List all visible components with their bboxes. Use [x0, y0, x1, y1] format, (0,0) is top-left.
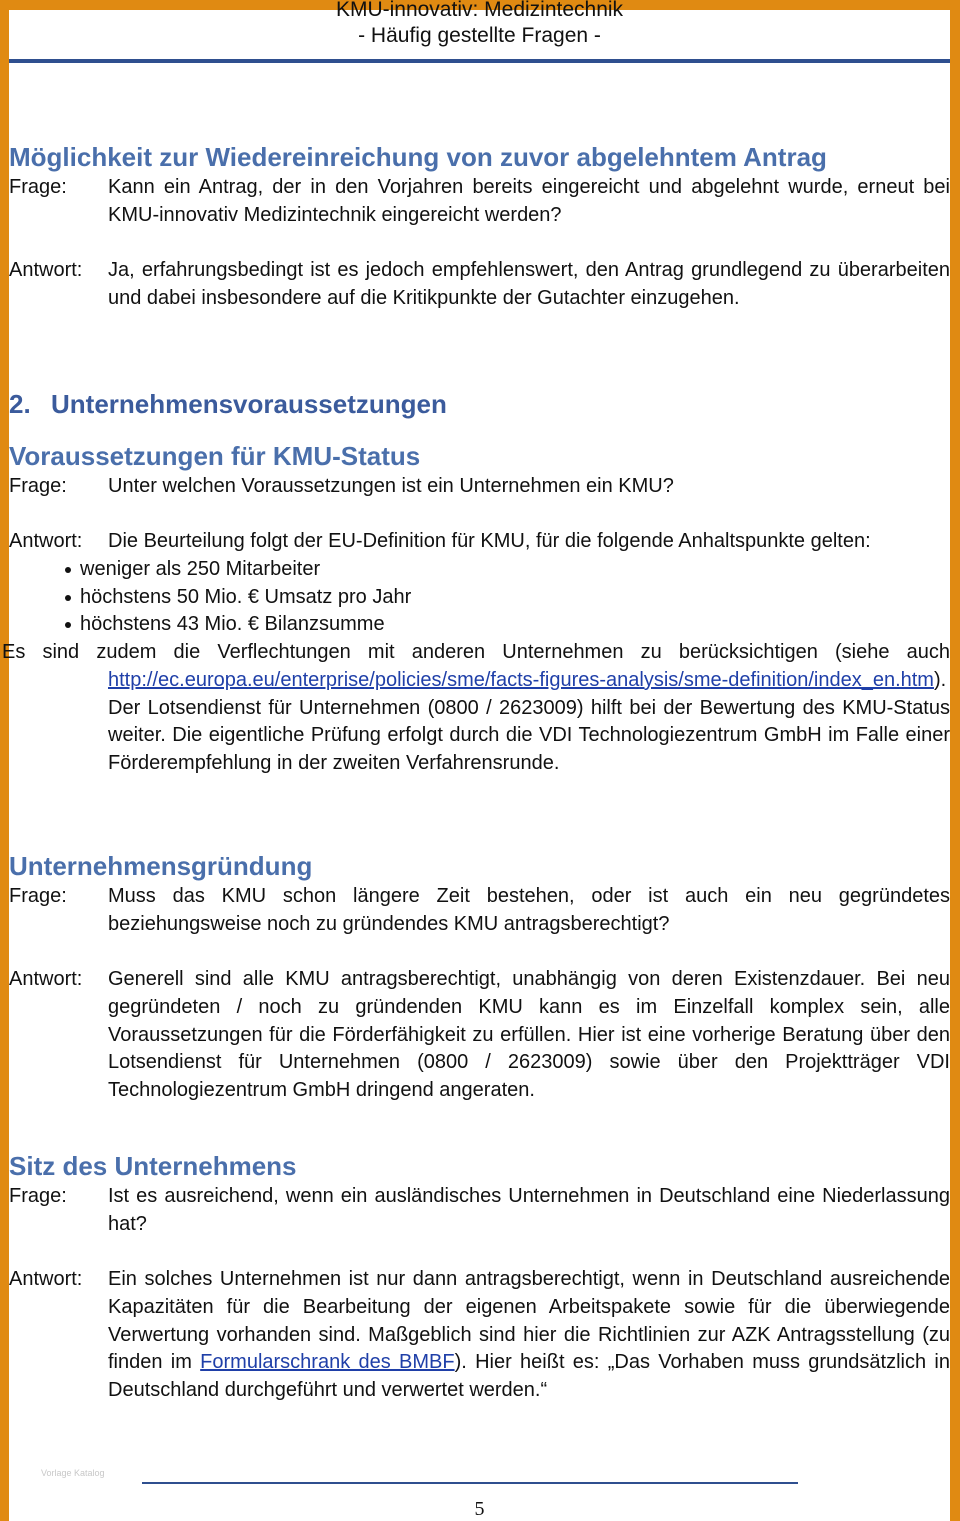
section-heading: Sitz des Unternehmens [9, 1151, 297, 1181]
header-subtitle: - Häufig gestellte Fragen - [358, 24, 601, 47]
answer-block [9, 966, 950, 1105]
header-rule [9, 59, 950, 63]
section-kmu-status [9, 441, 950, 471]
paragraph-rest [108, 667, 950, 778]
answer-text: Ja, erfahrungsbedingt ist es jedoch empfehlenswert, den Antrag grundlegend zu überarbeiten und dabei insbesondere auf die Kritikpunkte der Gutachter einzugehen. [108, 259, 950, 309]
page-number: 5 [474, 1498, 485, 1520]
criteria-list [59, 556, 411, 639]
list-item: höchstens 50 Mio. € Umsatz pro Jahr [59, 584, 411, 612]
question-label: Frage: [9, 885, 67, 907]
section-founding [9, 851, 950, 881]
section-heading: Möglichkeit zur Wiedereinreichung von zuvor abgelehntem Antrag [9, 142, 827, 172]
list-item: weniger als 250 Mitarbeiter [59, 556, 411, 584]
answer-block [9, 1266, 950, 1405]
document-page [2, 0, 950, 1521]
question-block [9, 883, 950, 939]
question-label: Frage: [9, 1185, 67, 1207]
question-block [9, 1183, 950, 1239]
running-header [9, 0, 950, 48]
answer-label: Antwort: [9, 530, 83, 552]
chapter-number: 2. [9, 389, 31, 419]
answer-block [9, 528, 950, 556]
watermark: Vorlage Katalog [41, 1468, 105, 1478]
list-item: höchstens 43 Mio. € Bilanzsumme [59, 611, 411, 639]
question-block [9, 473, 950, 501]
section-company-seat [9, 1151, 950, 1181]
bmbf-forms-link[interactable]: Formularschrank des BMBF [200, 1351, 455, 1374]
answer-text [108, 1266, 950, 1405]
answer-text-part: Ein solches Unternehmen ist nur dann antragsberechtigt, wenn in Deutschland ausreichende Kapazitäten für die Bearbeitung der eigenen Arbeitspakete sowie für die überwiegende Verwertung vorhanden sind. Maßgeblich sind hier die Richtlinien zur AZK Antragsstellung (zu finden im [108, 1268, 950, 1374]
question-text: Unter welchen Voraussetzungen ist ein Unternehmen ein KMU? [108, 475, 674, 497]
answer-label: Antwort: [9, 968, 83, 990]
question-label: Frage: [9, 176, 67, 198]
question-text: Ist es ausreichend, wenn ein ausländisches Unternehmen in Deutschland eine Niederlassung hat? [108, 1185, 950, 1235]
paragraph-text: ). Der Lotsendienst für Unternehmen (0800 / 2623009) hilft bei der Bewertung des KMU-Status weiter. Die eigentliche Prüfung erfolgt durch die VDI Technologiezentrum GmbH im Falle einer Förderempfehlung in der zweiten Verfahrensrunde. [108, 668, 950, 775]
answer-text: Die Beurteilung folgt der EU-Definition für KMU, für die folgende Anhaltspunkte gelten: [108, 530, 871, 552]
section-heading: Unternehmensgründung [9, 851, 313, 881]
header-title: KMU-innovativ: Medizintechnik [335, 0, 624, 21]
question-label: Frage: [9, 475, 67, 497]
eu-definition-link[interactable]: http://ec.europa.eu/enterprise/policies/sme/facts-figures-analysis/sme-definition/index_en.htm [108, 668, 934, 691]
section-heading: Voraussetzungen für KMU-Status [9, 441, 421, 471]
answer-text-part: ). Hier heißt es: „Das Vorhaben muss grundsätzlich in Deutschland durchgeführt und verwertet werden.“ [108, 1351, 950, 1402]
interconnection-paragraph [2, 639, 950, 778]
question-block [9, 174, 950, 230]
footer-rule [142, 1482, 798, 1484]
chapter-heading [9, 389, 950, 419]
section-resubmission [9, 142, 950, 172]
question-text: Muss das KMU schon längere Zeit bestehen, oder ist auch ein neu gegründetes beziehungsweise noch zu gründendes KMU antragsberechtigt? [108, 885, 950, 935]
answer-text: Generell sind alle KMU antragsberechtigt, unabhängig von deren Existenzdauer. Bei neu gegründeten / noch zu gründenden KMU kann es im Einzelfall komplex sein, alle Voraussetzungen für die Förderfähigkeit zu erfüllen. Hier ist eine vorherige Beratung über den Lotsendienst für Unternehmen (0800 / 2623009) sowie über den Projektträger VDI Technologiezentrum GmbH dringend angeraten. [108, 968, 950, 1102]
answer-label: Antwort: [9, 259, 83, 281]
question-text: Kann ein Antrag, der in den Vorjahren bereits eingereicht und abgelehnt wurde, erneut bei KMU-innovativ Medizintechnik eingereicht werden? [108, 176, 950, 226]
chapter-title: Unternehmensvoraussetzungen [51, 389, 447, 419]
answer-block [9, 257, 950, 313]
paragraph-first-line: Es sind zudem die Verflechtungen mit anderen Unternehmen zu berücksichtigen (siehe auch [2, 641, 950, 663]
answer-label: Antwort: [9, 1268, 83, 1290]
